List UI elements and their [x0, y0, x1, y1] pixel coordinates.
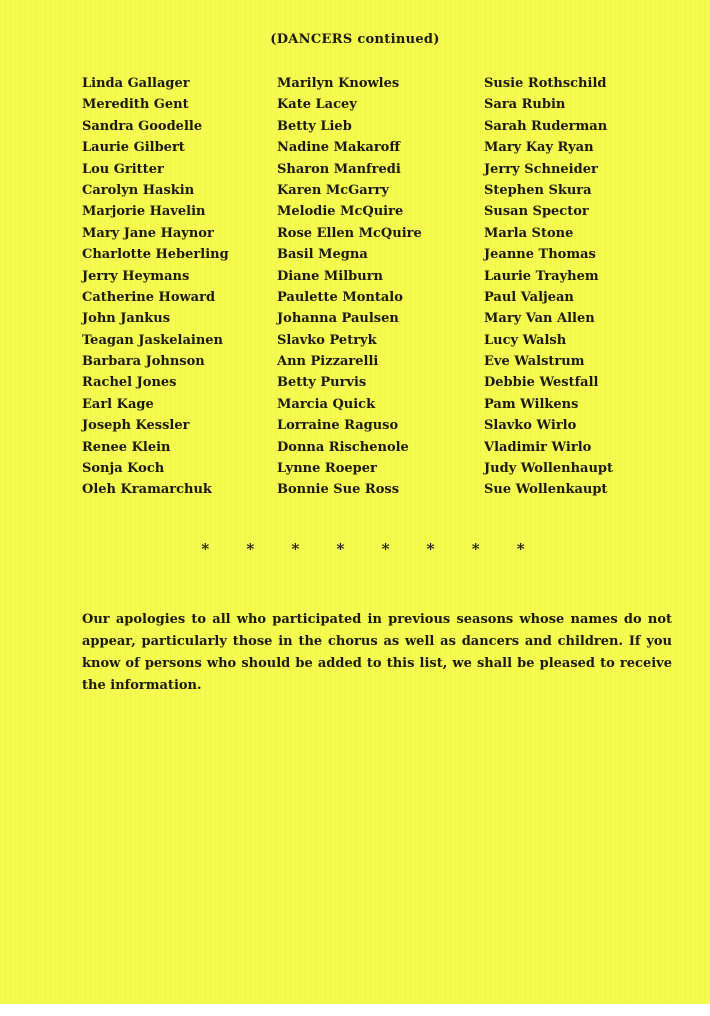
dancer-name: Melodie McQuire [277, 204, 404, 220]
dancer-name: Sandra Goodelle [82, 118, 203, 134]
dancer-name: Laurie Trayhem [484, 268, 599, 284]
dancer-column-2 [277, 73, 422, 501]
dancer-name: Stephen Skura [484, 182, 592, 198]
dancer-name: Sue Wollenkaupt [484, 482, 608, 498]
dancer-name: Basil Megna [277, 247, 368, 263]
dancer-name: Susie Rothschild [484, 76, 607, 91]
dancer-name: Jeanne Thomas [484, 247, 596, 263]
dancer-name: Eve Walstrum [484, 354, 585, 370]
dancer-name: Jerry Heymans [82, 268, 190, 284]
dancer-column-1 [82, 73, 229, 501]
dancer-name: Jerry Schneider [484, 161, 598, 177]
dancer-name: Debbie Westfall [484, 375, 599, 391]
dancer-name: Lorraine Raguso [277, 418, 399, 434]
apology-note: Our apologies to all who participated in previous seasons whose names do not appear, particularly those in the chorus as well as dancers and children. If you know of persons who should be added to this list, we shall be pleased to receive the information. [82, 612, 672, 693]
dancer-name: Nadine Makaroff [277, 140, 401, 156]
dancer-name: Sonja Koch [82, 461, 165, 477]
dancer-name: Ann Pizzarelli [277, 354, 379, 370]
dancer-name: Marilyn Knowles [277, 76, 400, 91]
dancer-name: Diane Milburn [277, 268, 383, 284]
dancer-name: Sharon Manfredi [277, 161, 401, 177]
dancer-name: Lou Gritter [82, 161, 164, 177]
dancer-name: Kate Lacey [277, 97, 357, 113]
dancer-name: Teagan Jaskelainen [82, 332, 224, 348]
dancer-name: Judy Wollenhaupt [484, 461, 614, 477]
dancer-name: Susan Spector [484, 204, 589, 220]
dancer-name: Paulette Montalo [277, 289, 403, 305]
dancer-name: Johanna Paulsen [277, 311, 399, 327]
dancer-name: Carolyn Haskin [82, 182, 195, 198]
dancer-name: Mary Van Allen [484, 311, 595, 327]
dancer-name: Bonnie Sue Ross [277, 482, 400, 498]
dancer-name: Lucy Walsh [484, 332, 567, 348]
dancer-name: Sara Rubin [484, 97, 566, 113]
dancer-name: Marjorie Havelin [82, 204, 206, 220]
dancer-name: Betty Lieb [277, 118, 352, 134]
dancer-name: Linda Gallager [82, 76, 190, 91]
dancer-name: Laurie Gilbert [82, 140, 185, 156]
asterisk-separator: * * * * * * * * [201, 540, 541, 558]
dancer-name: Karen McGarry [277, 182, 389, 198]
dancer-name: Slavko Wirlo [484, 418, 577, 434]
dancer-name: Oleh Kramarchuk [82, 482, 212, 498]
dancer-name: Rose Ellen McQuire [277, 225, 422, 241]
dancer-name: Sarah Ruderman [484, 118, 608, 134]
dancer-name: Paul Valjean [484, 289, 574, 305]
dancer-name: Rachel Jones [82, 375, 177, 391]
page-heading: (DANCERS continued) [270, 32, 440, 47]
dancer-name: Betty Purvis [277, 375, 367, 391]
dancer-column-3 [484, 73, 613, 501]
dancer-name: Mary Jane Haynor [82, 225, 214, 241]
dancer-name: Marla Stone [484, 225, 574, 241]
dancer-name: Earl Kage [82, 396, 154, 412]
dancer-name: Lynne Roeper [277, 461, 377, 477]
dancer-name: Barbara Johnson [82, 354, 205, 370]
dancer-name: Meredith Gent [82, 97, 189, 113]
dancer-name: Marcia Quick [277, 396, 376, 412]
dancer-name: Pam Wilkens [484, 396, 579, 412]
dancer-name: Slavko Petryk [277, 332, 377, 348]
dancer-name: John Jankus [82, 311, 171, 327]
dancer-name: Joseph Kessler [82, 418, 190, 434]
dancer-name: Mary Kay Ryan [484, 140, 594, 156]
dancer-name: Catherine Howard [82, 289, 216, 305]
dancer-name: Charlotte Heberling [82, 247, 229, 263]
dancer-name: Vladimir Wirlo [484, 439, 592, 455]
dancer-name: Donna Rischenole [277, 439, 409, 455]
dancer-name: Renee Klein [82, 439, 171, 455]
